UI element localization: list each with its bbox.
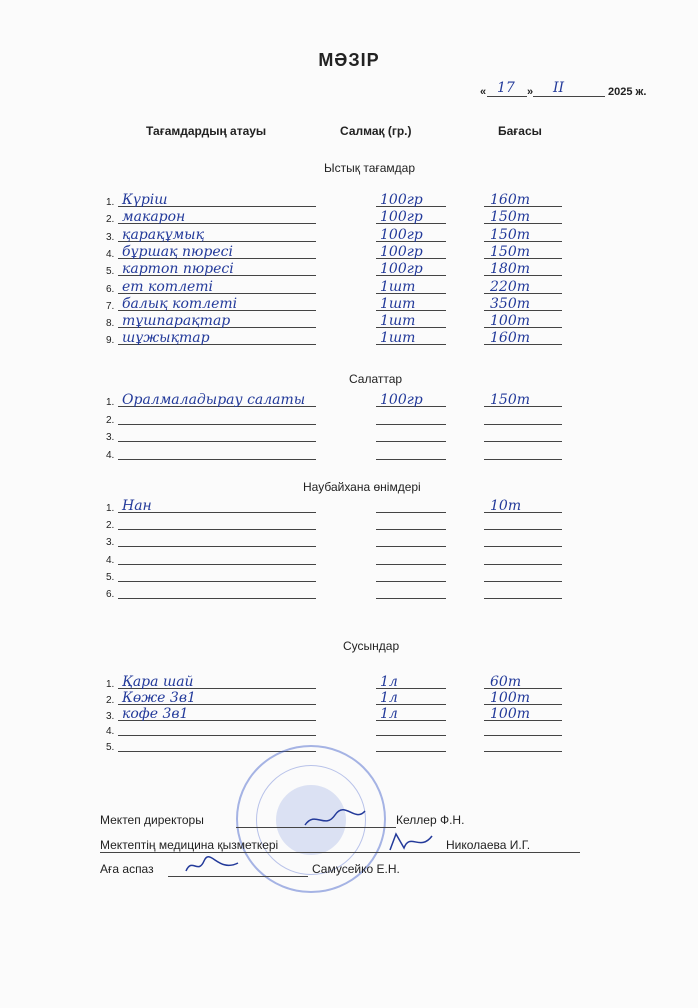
name-line bbox=[118, 529, 316, 530]
row-number: 2. bbox=[106, 414, 115, 426]
item-name: қарақұмық bbox=[122, 226, 205, 243]
item-price: 160т bbox=[490, 192, 530, 208]
price-line bbox=[484, 529, 562, 530]
table-row bbox=[0, 497, 698, 514]
item-name: кофе 3в1 bbox=[122, 705, 189, 722]
table-row bbox=[0, 689, 698, 706]
price-line bbox=[484, 459, 562, 460]
cook-signature bbox=[182, 853, 242, 877]
price-line bbox=[484, 546, 562, 547]
date-day-line bbox=[487, 96, 527, 97]
weight-line bbox=[376, 459, 446, 460]
name-line bbox=[118, 441, 316, 442]
item-weight: 1шт bbox=[380, 278, 416, 295]
row-number: 1. bbox=[106, 679, 115, 690]
cook-name: Самусейко Е.Н. bbox=[312, 862, 400, 876]
director-signature bbox=[300, 805, 370, 831]
page-title: МӘЗІР bbox=[318, 50, 380, 70]
item-weight: 1л bbox=[380, 674, 398, 690]
medic-signature-line bbox=[100, 852, 580, 853]
item-price: 160т bbox=[490, 330, 530, 347]
weight-line bbox=[376, 598, 446, 599]
item-name: макарон bbox=[122, 209, 186, 226]
date-month-line bbox=[533, 96, 605, 97]
item-price: 220т bbox=[490, 278, 530, 295]
item-weight: 1шт bbox=[380, 313, 416, 330]
name-line bbox=[118, 546, 316, 547]
table-row bbox=[0, 566, 698, 583]
name-line bbox=[118, 564, 316, 565]
medic-name: Николаева И.Г. bbox=[446, 838, 531, 852]
section-title-drinks: Сусындар bbox=[343, 639, 400, 653]
table-row bbox=[0, 409, 698, 426]
table-row bbox=[0, 243, 698, 260]
weight-line bbox=[376, 564, 446, 565]
table-row bbox=[0, 312, 698, 329]
item-price: 10т bbox=[490, 498, 522, 514]
table-row bbox=[0, 549, 698, 566]
table-row bbox=[0, 736, 698, 753]
table-row bbox=[0, 531, 698, 548]
item-price: 350т bbox=[490, 295, 530, 312]
item-price: 150т bbox=[490, 209, 530, 226]
date-day: 17 bbox=[497, 80, 515, 96]
director-label: Мектеп директоры bbox=[100, 813, 204, 827]
table-row bbox=[0, 226, 698, 243]
row-number: 2. bbox=[106, 694, 115, 706]
table-row bbox=[0, 208, 698, 225]
row-number: 7. bbox=[106, 300, 115, 312]
item-weight: 1л bbox=[380, 689, 398, 706]
table-row bbox=[0, 391, 698, 408]
row-number: 1. bbox=[106, 197, 115, 208]
item-weight: 100гр bbox=[380, 243, 423, 260]
row-number: 2. bbox=[106, 214, 115, 226]
date-open-quote: « bbox=[480, 86, 487, 98]
weight-line bbox=[376, 512, 446, 513]
table-row bbox=[0, 260, 698, 277]
item-name: Күріш bbox=[122, 192, 168, 208]
row-number: 8. bbox=[106, 318, 115, 330]
item-price: 150т bbox=[490, 243, 530, 260]
medic-label: Мектептің медицина қызметкері bbox=[100, 838, 279, 852]
price-line bbox=[484, 581, 562, 582]
item-price: 180т bbox=[490, 261, 530, 278]
section-title-salads: Салаттар bbox=[349, 372, 403, 386]
item-name: ет котлеті bbox=[122, 278, 214, 295]
row-number: 4. bbox=[106, 726, 115, 738]
price-line bbox=[484, 441, 562, 442]
weight-line bbox=[376, 581, 446, 582]
name-line bbox=[118, 424, 316, 425]
row-number: 6. bbox=[106, 589, 115, 600]
row-number: 2. bbox=[106, 520, 115, 532]
row-number: 3. bbox=[106, 432, 115, 443]
table-row bbox=[0, 329, 698, 346]
item-name: бұршақ пюресі bbox=[122, 243, 233, 260]
weight-line bbox=[376, 751, 446, 752]
item-name: Нан bbox=[122, 498, 152, 514]
row-number: 3. bbox=[106, 537, 115, 549]
item-name: тұшпарақтар bbox=[122, 313, 231, 330]
row-number: 3. bbox=[106, 231, 115, 243]
row-number: 4. bbox=[106, 449, 115, 461]
item-price: 150т bbox=[490, 392, 530, 408]
item-weight: 100гр bbox=[380, 392, 423, 408]
item-price: 100т bbox=[490, 705, 530, 722]
row-number: 5. bbox=[106, 266, 115, 278]
price-line bbox=[484, 424, 562, 425]
price-line bbox=[484, 751, 562, 752]
item-name: Қара шай bbox=[122, 674, 194, 690]
name-line bbox=[118, 459, 316, 460]
row-number: 4. bbox=[106, 554, 115, 566]
table-row bbox=[0, 720, 698, 737]
item-name: балық котлеті bbox=[122, 295, 238, 312]
price-line bbox=[484, 598, 562, 599]
row-number: 1. bbox=[106, 503, 115, 514]
header-weight: Салмақ (гр.) bbox=[340, 124, 412, 138]
header-price: Бағасы bbox=[498, 124, 542, 138]
weight-line bbox=[376, 441, 446, 442]
date-year: 2025 ж. bbox=[608, 86, 647, 98]
item-price: 100т bbox=[490, 689, 530, 706]
row-number: 9. bbox=[106, 335, 115, 347]
item-price: 100т bbox=[490, 313, 530, 330]
price-line bbox=[484, 564, 562, 565]
item-name: Оралмаладырау салаты bbox=[122, 392, 306, 408]
medic-signature bbox=[386, 828, 436, 854]
item-weight: 100гр bbox=[380, 192, 423, 208]
row-number: 6. bbox=[106, 283, 115, 295]
item-name: Көже 3в1 bbox=[122, 689, 196, 706]
item-weight: 1л bbox=[380, 705, 398, 722]
row-number: 5. bbox=[106, 742, 115, 754]
table-row bbox=[0, 426, 698, 443]
item-weight: 1шт bbox=[380, 330, 416, 347]
row-number: 3. bbox=[106, 710, 115, 722]
item-name: шұжықтар bbox=[122, 330, 210, 347]
weight-line bbox=[376, 529, 446, 530]
section-title-hot: Ыстық тағамдар bbox=[324, 161, 416, 175]
table-row bbox=[0, 673, 698, 690]
row-number: 5. bbox=[106, 571, 115, 583]
item-name: картоп пюресі bbox=[122, 261, 234, 278]
header-name: Тағамдардың атауы bbox=[146, 124, 267, 138]
table-row bbox=[0, 444, 698, 461]
item-price: 60т bbox=[490, 674, 522, 690]
table-row bbox=[0, 705, 698, 722]
row-number: 4. bbox=[106, 248, 115, 260]
item-weight: 1шт bbox=[380, 295, 416, 312]
director-name: Келлер Ф.Н. bbox=[396, 813, 465, 827]
table-row bbox=[0, 583, 698, 600]
weight-line bbox=[376, 546, 446, 547]
date-close-quote: » bbox=[527, 86, 534, 98]
table-row bbox=[0, 295, 698, 312]
cook-label: Аға аспаз bbox=[100, 862, 154, 876]
table-row bbox=[0, 278, 698, 295]
row-number: 1. bbox=[106, 397, 115, 408]
weight-line bbox=[376, 424, 446, 425]
item-price: 150т bbox=[490, 226, 530, 243]
name-line bbox=[118, 581, 316, 582]
table-row bbox=[0, 191, 698, 208]
item-weight: 100гр bbox=[380, 226, 423, 243]
table-row bbox=[0, 514, 698, 531]
section-title-bakery: Наубайхана өнімдері bbox=[303, 480, 421, 494]
item-weight: 100гр bbox=[380, 261, 423, 278]
date-month: II bbox=[553, 80, 565, 96]
name-line bbox=[118, 598, 316, 599]
item-weight: 100гр bbox=[380, 209, 423, 226]
